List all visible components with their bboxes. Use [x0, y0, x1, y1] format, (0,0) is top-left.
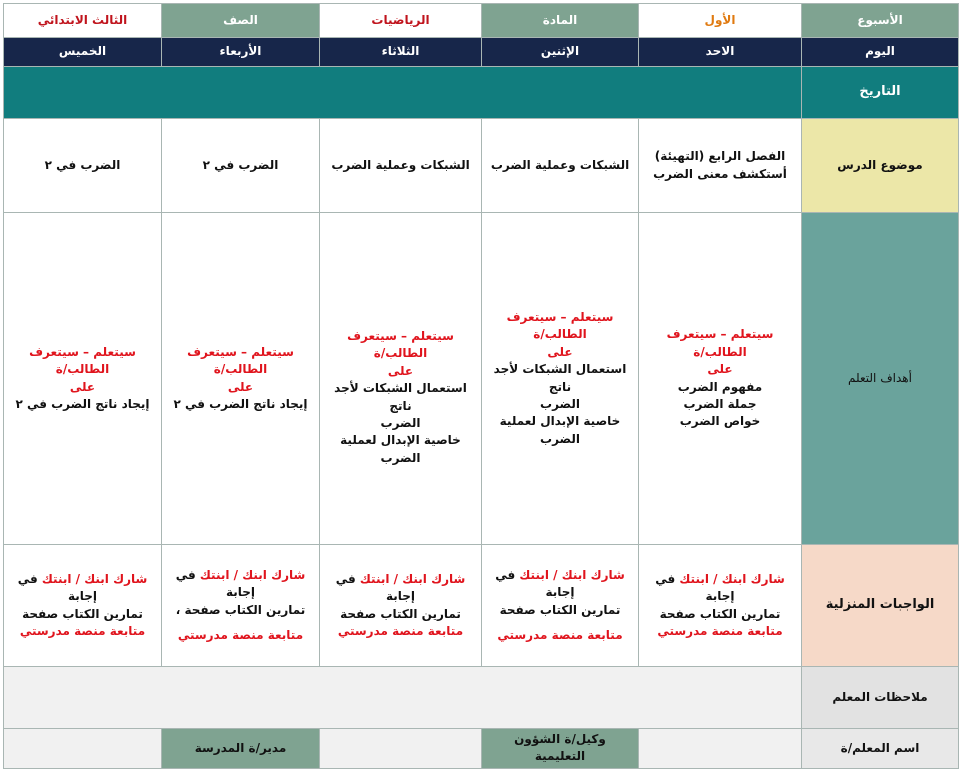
homework-platform: متابعة منصة مدرستي [19, 623, 146, 638]
goal-item: إيجاد ناتج الضرب في ٢ [15, 396, 150, 411]
lesson-plan-table [3, 3, 959, 769]
topic-line: الشبكات وعملية الضرب [490, 157, 630, 172]
goals-intro: سيتعلم – سيتعرف الطالب/ة [187, 344, 294, 377]
goal-item: إيجاد ناتج الضرب في ٢ [173, 396, 308, 411]
goals-cell [482, 213, 639, 545]
topic-line: الضرب في ٢ [202, 157, 279, 172]
grade-value: الثالث الابتدائي [4, 4, 162, 38]
homework-share: شارك ابنك / ابنتك [679, 571, 785, 586]
homework-cell [4, 545, 162, 667]
goals-cell [4, 213, 162, 545]
goals-intro-on: على [547, 344, 573, 359]
affairs-deputy-label: وكيل/ة الشؤون التعليمية [482, 729, 639, 769]
topic-cell [4, 119, 162, 213]
topic-cell [162, 119, 320, 213]
date-label: التاريخ [802, 67, 959, 119]
topic-line: الشبكات وعملية الضرب [331, 157, 470, 172]
homework-share: شارك ابنك / ابنتك [359, 571, 466, 586]
homework-book: تمارين الكتاب صفحة ، [175, 602, 306, 617]
goals-intro: سيتعلم – سيتعرف الطالب/ة [666, 327, 774, 359]
goal-item: استعمال الشبكات لأجد ناتج [334, 381, 467, 413]
goals-label: أهداف التعلم [802, 213, 959, 545]
homework-book: تمارين الكتاب صفحة [340, 606, 461, 621]
goals-intro-on: على [69, 379, 96, 394]
goals-intro: سيتعلم – سيتعرف الطالب/ة [29, 344, 136, 377]
day-tuesday: الثلاثاء [320, 38, 482, 67]
topic-label: موضوع الدرس [802, 119, 959, 213]
goal-item: الضرب [540, 396, 580, 411]
goal-item: جملة الضرب [683, 396, 757, 411]
signature-row [4, 729, 959, 769]
affairs-deputy-field[interactable] [320, 729, 482, 769]
day-wednesday: الأربعاء [162, 38, 320, 67]
day-thursday: الخميس [4, 38, 162, 67]
homework-platform: متابعة منصة مدرستي [657, 623, 783, 638]
week-label: الأسبوع [802, 4, 959, 38]
homework-cell [162, 545, 320, 667]
homework-book: تمارين الكتاب صفحة [22, 606, 143, 621]
principal-label: مدير/ة المدرسة [162, 729, 320, 769]
homework-cell [639, 545, 802, 667]
topic-line: أستكشف معنى الضرب [653, 166, 787, 181]
topic-row [4, 119, 959, 213]
notes-field[interactable] [4, 667, 802, 729]
grade-label: الصف [162, 4, 320, 38]
topic-line: الفصل الرابع (التهيئة) [654, 149, 786, 164]
topic-cell [320, 119, 482, 213]
goals-intro-on: على [707, 362, 733, 377]
goal-item: خواص الضرب [679, 414, 761, 429]
homework-share-rest: في إجابة [175, 567, 256, 600]
notes-row [4, 667, 959, 729]
header-row [4, 4, 959, 38]
principal-field[interactable] [4, 729, 162, 769]
homework-share: شارك ابنك / ابنتك [519, 567, 625, 582]
goals-cell [639, 213, 802, 545]
lesson-plan [3, 3, 958, 764]
homework-cell [320, 545, 482, 667]
homework-cell [482, 545, 639, 667]
goals-intro-on: على [387, 363, 414, 378]
goals-cell [320, 213, 482, 545]
homework-platform: متابعة منصة مدرستي [497, 627, 623, 642]
homework-share-rest: في إجابة [655, 571, 735, 604]
homework-share: شارك ابنك / ابنتك [41, 571, 148, 586]
goals-intro: سيتعلم – سيتعرف الطالب/ة [506, 309, 614, 342]
date-row [4, 67, 959, 119]
homework-platform: متابعة منصة مدرستي [337, 623, 464, 638]
day-monday: الإثنين [482, 38, 639, 67]
goal-item: استعمال الشبكات لأجد ناتج [493, 362, 627, 394]
date-field[interactable] [4, 67, 802, 119]
homework-label: الواجبات المنزلية [802, 545, 959, 667]
subject-label: المادة [482, 4, 639, 38]
day-label: اليوم [802, 38, 959, 67]
homework-book: تمارين الكتاب صفحة [499, 602, 621, 617]
day-sunday: الاحد [639, 38, 802, 67]
homework-share-rest: في إجابة [17, 571, 98, 604]
goal-item: خاصية الإبدال لعملية الضرب [340, 433, 461, 465]
homework-book: تمارين الكتاب صفحة [659, 606, 781, 621]
goal-item: خاصية الإبدال لعملية الضرب [499, 414, 621, 446]
goals-row [4, 213, 959, 545]
notes-label: ملاحظات المعلم [802, 667, 959, 729]
teacher-name-field[interactable] [639, 729, 802, 769]
goal-item: الضرب [380, 415, 421, 430]
topic-line: الضرب في ٢ [44, 157, 121, 172]
goals-cell [162, 213, 320, 545]
homework-share-rest: في إجابة [335, 571, 416, 604]
teacher-name-label: اسم المعلم/ة [802, 729, 959, 769]
homework-platform: متابعة منصة مدرستي [177, 627, 304, 642]
homework-row [4, 545, 959, 667]
subject-value: الرياضيات [320, 4, 482, 38]
topic-cell [639, 119, 802, 213]
days-row [4, 38, 959, 67]
goals-intro-on: على [227, 379, 254, 394]
topic-cell [482, 119, 639, 213]
homework-share: شارك ابنك / ابنتك [199, 567, 306, 582]
homework-share-rest: في إجابة [495, 567, 575, 600]
week-value: الأول [639, 4, 802, 38]
goals-intro: سيتعلم – سيتعرف الطالب/ة [347, 328, 454, 361]
goal-item: مفهوم الضرب [677, 379, 763, 394]
